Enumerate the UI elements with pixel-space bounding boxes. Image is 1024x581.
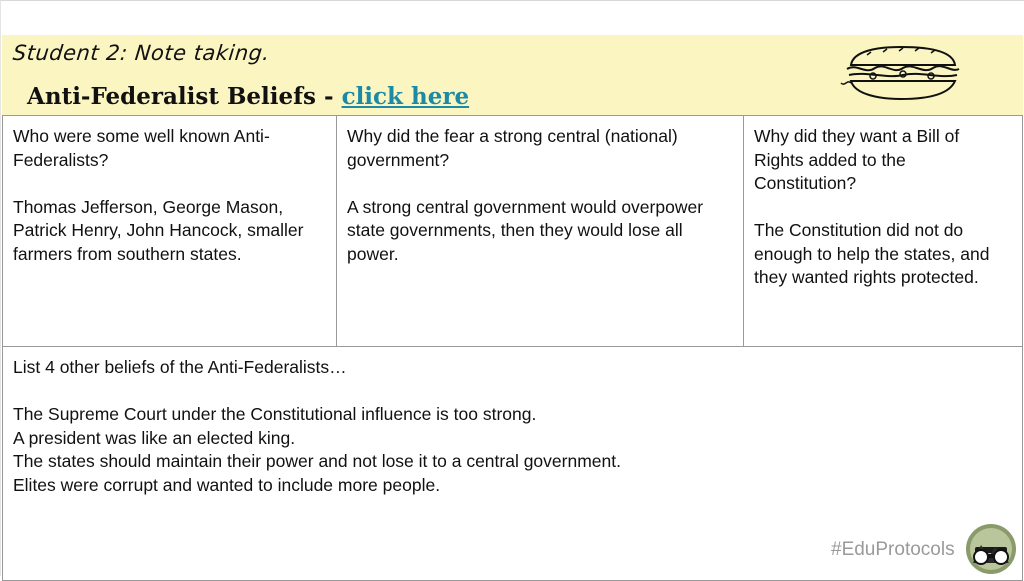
handwritten-title: Student 2: Note taking. (11, 41, 272, 65)
title-text: Anti-Federalist Beliefs - (27, 83, 342, 110)
sandwich-icon (837, 43, 965, 105)
who-answer: Thomas Jefferson, George Mason, Patrick Henry, John Hancock, smaller farmers from southern states. (13, 196, 304, 264)
cell-fear (336, 115, 744, 347)
belief-item: Elites were corrupt and wanted to include more people. (13, 474, 441, 495)
belief-item: The states should maintain their power and not lose it to a central government. (13, 451, 621, 471)
notes-table (2, 115, 1023, 577)
eduprotocols-logo-icon (965, 523, 1017, 575)
belief-item: The Supreme Court under the Constitutional influence is too strong. (13, 404, 537, 424)
bill-question: Why did they want a Bill of Rights added to the Constitution? (754, 126, 960, 193)
hashtag-label: #EduProtocols (831, 539, 955, 560)
fear-answer: A strong central government would overpower state governments, then they would lose all power. (347, 196, 704, 264)
bill-answer: The Constitution did not do enough to help the states, and they wanted rights protected. (754, 220, 990, 287)
click-here-link[interactable]: click here (341, 83, 470, 110)
belief-item: A president was like an elected king. (13, 427, 296, 448)
beliefs-prompt: List 4 other beliefs of the Anti-Federalists… (13, 357, 347, 377)
main-title (27, 83, 469, 110)
cell-bill (743, 115, 1023, 347)
fear-question: Why did the fear a strong central (national) government? (347, 126, 678, 170)
cell-who (2, 115, 337, 347)
who-question: Who were some well known Anti-Federalists? (13, 126, 270, 170)
